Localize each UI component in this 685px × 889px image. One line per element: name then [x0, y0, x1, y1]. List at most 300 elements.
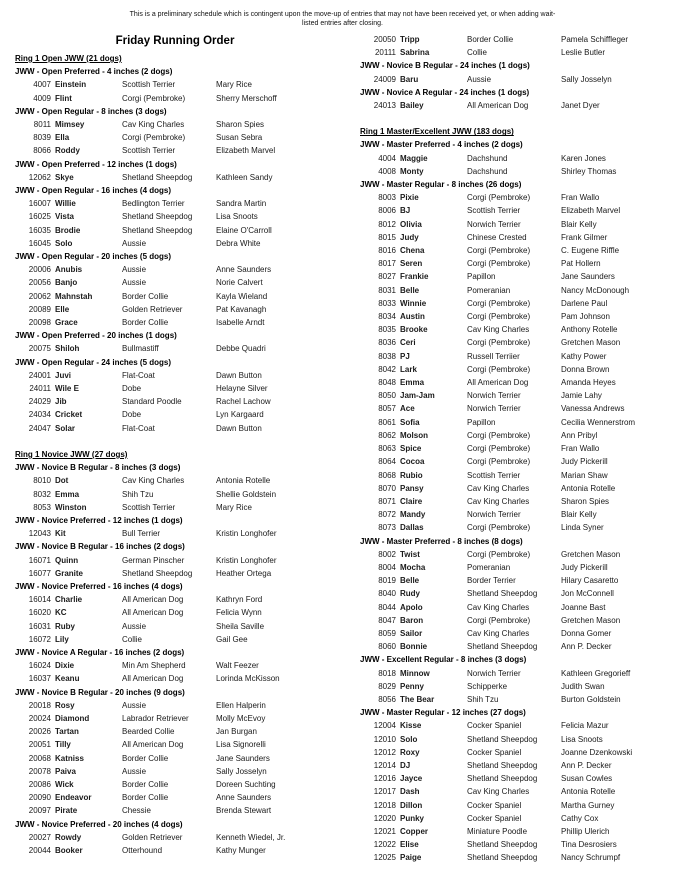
dog-name: Pansy — [400, 483, 424, 493]
dog-name: Ruby — [55, 621, 75, 631]
breed-name: Shetland Sheepdog — [467, 840, 538, 850]
dog-name: Winston — [55, 502, 87, 512]
entry-number: 8015 — [378, 232, 396, 242]
handler-name: Karen Jones — [561, 153, 606, 163]
class-heading: JWW - Novice B Regular - 24 inches (1 dogs) — [360, 61, 530, 71]
dog-name: Elise — [400, 840, 419, 850]
handler-name: Lorinda McKisson — [216, 674, 280, 684]
breed-name: Shetland Sheepdog — [467, 734, 538, 744]
breed-name: Cav King Charles — [467, 325, 530, 335]
dog-name: Lily — [55, 634, 69, 644]
entry-row — [15, 395, 348, 408]
dog-name: Penny — [400, 681, 425, 691]
entry-row — [360, 389, 685, 402]
entry-number: 8039 — [33, 133, 51, 143]
entry-row — [360, 482, 685, 495]
handler-name: Kristin Longhofer — [216, 555, 277, 565]
breed-name: Border Collie — [467, 35, 514, 44]
entry-number: 16037 — [28, 674, 51, 684]
breed-name: Collie — [122, 634, 143, 644]
dog-name: Seren — [400, 259, 423, 269]
entry-row — [360, 601, 685, 614]
entry-number: 12012 — [373, 747, 396, 757]
handler-name: Frank Gilmer — [561, 232, 608, 242]
breed-name: Shetland Sheepdog — [122, 568, 193, 578]
entry-number: 8035 — [378, 325, 396, 335]
left-column — [15, 33, 348, 865]
dog-name: Dash — [400, 787, 420, 797]
handler-name: Anthony Rotelle — [561, 325, 618, 335]
breed-name: Cav King Charles — [467, 483, 530, 493]
entry-row — [360, 759, 685, 772]
entry-row — [360, 257, 685, 270]
entry-row — [360, 469, 685, 482]
entry-row — [360, 521, 685, 534]
dog-name: Dallas — [400, 523, 424, 533]
entry-number: 24029 — [28, 397, 51, 407]
entry-number: 8004 — [378, 562, 396, 572]
breed-name: Russell Terriier — [467, 351, 520, 361]
handler-name: Gretchen Mason — [561, 549, 621, 559]
breed-name: All American Dog — [122, 608, 184, 618]
entry-row — [15, 725, 348, 738]
entry-number: 8018 — [378, 668, 396, 678]
dog-name: Molson — [400, 430, 428, 440]
dog-name: Ace — [400, 404, 415, 414]
dog-name: Brooke — [400, 325, 428, 335]
breed-name: Aussie — [467, 74, 492, 84]
dog-name: Rosy — [55, 700, 75, 710]
entry-number: 12022 — [373, 840, 396, 850]
entry-row — [15, 197, 348, 210]
handler-name: Elizabeth Marvel — [561, 206, 621, 216]
handler-name: Jamie Lahy — [561, 391, 602, 401]
breed-name: Cav King Charles — [467, 628, 530, 638]
class-heading: JWW - Open Regular - 24 inches (5 dogs) — [15, 357, 172, 367]
handler-name: Kathryn Ford — [216, 595, 263, 605]
handler-name: Sheila Saville — [216, 621, 265, 631]
handler-name: C. Eugene Riffle — [561, 246, 620, 256]
dog-name: Olivia — [400, 219, 422, 229]
class-heading: JWW - Novice A Regular - 16 inches (2 dogs) — [15, 647, 185, 657]
entry-row — [360, 627, 685, 640]
dog-name: Dixie — [55, 661, 75, 671]
handler-name: Mary Rice — [216, 502, 253, 512]
handler-name: Isabelle Arndt — [216, 318, 265, 328]
dog-name: Katniss — [55, 753, 84, 763]
dog-name: Twist — [400, 549, 420, 559]
entry-row — [360, 614, 685, 627]
breed-name: Labrador Retriever — [122, 713, 189, 723]
entry-number: 20051 — [28, 740, 51, 750]
class-heading: JWW - Novice B Regular - 16 inches (2 dogs) — [15, 542, 185, 552]
breed-name: Cav King Charles — [467, 787, 530, 797]
entry-row — [15, 488, 348, 501]
dog-name: Elle — [55, 304, 70, 314]
dog-name: Apolo — [400, 602, 423, 612]
entry-row — [360, 416, 685, 429]
dog-name: Baru — [400, 74, 419, 84]
entry-row — [15, 738, 348, 751]
page-title: Friday Running Order — [115, 35, 235, 47]
breed-name: Flat-Coat — [122, 370, 155, 380]
entry-row — [15, 804, 348, 817]
handler-name: Elizabeth Marvel — [216, 146, 276, 156]
breed-name: Chinese Crested — [467, 232, 527, 242]
entry-number: 20097 — [28, 806, 51, 816]
dog-name: Juvi — [55, 370, 72, 380]
dog-name: Banjo — [55, 278, 78, 288]
handler-name: Sally Josselyn — [216, 766, 267, 776]
entry-number: 4008 — [378, 166, 396, 176]
handler-name: Cathy Cox — [561, 813, 599, 823]
entry-number: 8072 — [378, 510, 396, 520]
dog-name: Ella — [55, 133, 70, 143]
handler-name: Kathy Power — [561, 351, 607, 361]
handler-name: Anne Saunders — [216, 793, 272, 803]
breed-name: Border Collie — [122, 753, 169, 763]
entry-row — [360, 719, 685, 732]
entry-number: 16045 — [28, 238, 51, 248]
entry-row — [360, 73, 685, 86]
breed-name: Border Collie — [122, 318, 169, 328]
entry-number: 24034 — [28, 410, 51, 420]
breed-name: Otterhound — [122, 845, 163, 855]
entry-number: 8010 — [33, 476, 51, 486]
dog-name: Solo — [400, 734, 418, 744]
entry-number: 8053 — [33, 502, 51, 512]
entry-number: 8066 — [33, 146, 51, 156]
entry-number: 8011 — [33, 120, 51, 130]
entry-number: 8016 — [378, 246, 396, 256]
entry-number: 20050 — [373, 35, 396, 44]
dog-name: Dot — [55, 476, 69, 486]
entry-row — [360, 680, 685, 693]
handler-name: Susan Sebra — [216, 133, 263, 143]
entry-number: 4004 — [378, 153, 396, 163]
entry-number: 8031 — [378, 285, 396, 295]
handler-name: Joanne Dzenkowski — [561, 747, 633, 757]
entry-number: 24047 — [28, 423, 51, 433]
breed-name: Corgi (Pembroke) — [467, 312, 531, 322]
dog-name: Rowdy — [55, 832, 82, 842]
class-heading: JWW - Excellent Regular - 8 inches (3 dogs) — [360, 655, 527, 665]
entry-number: 12062 — [28, 172, 51, 182]
handler-name: Vanessa Andrews — [561, 404, 625, 414]
breed-name: Border Collie — [122, 779, 169, 789]
entry-row — [360, 812, 685, 825]
class-heading: JWW - Master Preferred - 8 inches (8 dogs) — [360, 536, 523, 546]
dog-name: Copper — [400, 826, 428, 836]
handler-name: Ann P. Decker — [561, 760, 612, 770]
entry-number: 8047 — [378, 615, 396, 625]
dog-name: Rudy — [400, 589, 420, 599]
entry-number: 12004 — [373, 721, 396, 731]
entry-row — [360, 851, 685, 864]
breed-name: Shetland Sheepdog — [467, 774, 538, 784]
breed-name: Corgi (Pembroke) — [122, 93, 186, 103]
dog-name: Pixie — [400, 193, 419, 203]
handler-name: Gretchen Mason — [561, 615, 621, 625]
right-column — [348, 33, 685, 865]
handler-name: Mary Rice — [216, 80, 253, 90]
handler-name: Dawn Button — [216, 423, 262, 433]
entry-number: 16025 — [28, 212, 51, 222]
handler-name: Amanda Heyes — [561, 378, 616, 388]
handler-name: Brenda Stewart — [216, 806, 272, 816]
entry-number: 8017 — [378, 259, 396, 269]
entry-number: 16035 — [28, 225, 51, 235]
dog-name: The Bear — [400, 694, 435, 704]
dog-name: Anubis — [55, 265, 83, 275]
entry-row — [360, 574, 685, 587]
dog-name: Mocha — [400, 562, 426, 572]
entry-number: 12025 — [373, 853, 396, 863]
entry-number: 20044 — [28, 845, 51, 855]
entry-row — [15, 844, 348, 857]
dog-name: Jam-Jam — [400, 391, 435, 401]
entry-row — [15, 633, 348, 646]
dog-name: Kisse — [400, 721, 422, 731]
entry-number: 20068 — [28, 753, 51, 763]
entry-row — [360, 508, 685, 521]
handler-name: Ann Pribyl — [561, 430, 598, 440]
entry-row — [15, 712, 348, 725]
breed-name: Cav King Charles — [467, 602, 530, 612]
entry-row — [15, 778, 348, 791]
entry-row — [15, 92, 348, 105]
dog-name: Paiva — [55, 766, 76, 776]
handler-name: Jane Saunders — [216, 753, 270, 763]
handler-name: Dawn Button — [216, 370, 262, 380]
handler-name: Norie Calvert — [216, 278, 263, 288]
handler-name: Phillip Ulerich — [561, 826, 610, 836]
entry-number: 16031 — [28, 621, 51, 631]
entry-row — [360, 46, 685, 59]
handler-name: Darlene Paul — [561, 298, 608, 308]
entry-row — [15, 620, 348, 633]
dog-name: Pirate — [55, 806, 78, 816]
class-heading: JWW - Novice Preferred - 12 inches (1 dogs) — [15, 515, 183, 525]
disclaimer-line-1: This is a preliminary schedule which is contingent upon the move-up of entries that may not have been received yet, or when adding wait- — [129, 11, 556, 18]
entry-row — [360, 297, 685, 310]
dog-name: Rubio — [400, 470, 423, 480]
dog-name: Solo — [55, 238, 73, 248]
entry-row — [360, 284, 685, 297]
entry-row — [15, 501, 348, 514]
entry-row — [360, 363, 685, 376]
entry-number: 8062 — [378, 430, 396, 440]
entry-row — [360, 165, 685, 178]
dog-name: Sailor — [400, 628, 423, 638]
handler-name: Nancy McDonough — [561, 285, 630, 295]
entry-number: 16072 — [28, 634, 51, 644]
handler-name: Jane Saunders — [561, 272, 615, 282]
breed-name: Norwich Terrier — [467, 219, 521, 229]
handler-name: Sharon Spies — [216, 120, 265, 130]
handler-name: Kathleen Sandy — [216, 172, 273, 182]
handler-name: Hilary Casaretto — [561, 576, 619, 586]
entry-row — [360, 746, 685, 759]
breed-name: Corgi (Pembroke) — [467, 246, 531, 256]
breed-name: Dobe — [122, 384, 142, 394]
handler-name: Linda Syner — [561, 523, 604, 533]
entry-row — [15, 765, 348, 778]
entry-number: 20098 — [28, 318, 51, 328]
entry-row — [360, 336, 685, 349]
dog-name: Maggie — [400, 153, 428, 163]
handler-name: Cecilia Wennerstrom — [561, 417, 636, 427]
handler-name: Antonia Rotelle — [561, 483, 616, 493]
entry-number: 20026 — [28, 727, 51, 737]
class-heading: JWW - Novice B Regular - 20 inches (9 dogs) — [15, 687, 185, 697]
entry-number: 24013 — [373, 101, 396, 111]
handler-name: Tina Desrosiers — [561, 840, 617, 850]
handler-name: Sandra Martin — [216, 199, 267, 209]
breed-name: Cav King Charles — [122, 476, 185, 486]
class-heading: JWW - Open Preferred - 4 inches (2 dogs) — [15, 67, 173, 77]
entry-row — [15, 554, 348, 567]
breed-name: Corgi (Pembroke) — [467, 259, 531, 269]
breed-name: Norwich Terrier — [467, 510, 521, 520]
entry-row — [360, 667, 685, 680]
handler-name: Lisa Signorelli — [216, 740, 266, 750]
entry-number: 12010 — [373, 734, 396, 744]
breed-name: Dobe — [122, 410, 142, 420]
breed-name: Shetland Sheepdog — [467, 853, 538, 863]
entry-number: 16014 — [28, 595, 51, 605]
entry-row — [15, 210, 348, 223]
entry-number: 16020 — [28, 608, 51, 618]
entry-number: 20006 — [28, 265, 51, 275]
breed-name: Aussie — [122, 766, 147, 776]
dog-name: Mimsey — [55, 120, 85, 130]
handler-name: Fran Wallo — [561, 444, 600, 454]
handler-name: Gretchen Mason — [561, 338, 621, 348]
breed-name: Scottish Terrier — [122, 502, 176, 512]
dog-name: Willie — [55, 199, 76, 209]
class-heading: JWW - Open Preferred - 20 inches (1 dogs) — [15, 331, 177, 341]
entry-number: 8002 — [378, 549, 396, 559]
breed-name: Cocker Spaniel — [467, 800, 522, 810]
breed-name: Shetland Sheepdog — [122, 212, 193, 222]
breed-name: Min Am Shepherd — [122, 661, 186, 671]
dog-name: Chena — [400, 246, 425, 256]
entry-number: 16071 — [28, 555, 51, 565]
dog-name: Granite — [55, 568, 84, 578]
entry-row — [15, 606, 348, 619]
handler-name: Debbe Quadri — [216, 344, 266, 354]
handler-name: Fran Wallo — [561, 193, 600, 203]
dog-name: Monty — [400, 166, 424, 176]
breed-name: Cocker Spaniel — [467, 747, 522, 757]
dog-name: Frankie — [400, 272, 429, 282]
entry-row — [15, 224, 348, 237]
entry-number: 8032 — [33, 489, 51, 499]
breed-name: Aussie — [122, 265, 147, 275]
dog-name: Brodie — [55, 225, 81, 235]
entry-row — [15, 382, 348, 395]
entry-number: 8064 — [378, 457, 396, 467]
disclaimer-line-2: listed entries after closing. — [302, 20, 383, 27]
breed-name: Norwich Terrier — [467, 668, 521, 678]
entry-row — [360, 99, 685, 112]
handler-name: Lisa Snoots — [561, 734, 603, 744]
entry-row — [360, 640, 685, 653]
entry-row — [360, 799, 685, 812]
entry-number: 8071 — [378, 496, 396, 506]
handler-name: Felicia Wynn — [216, 608, 262, 618]
breed-name: Corgi (Pembroke) — [467, 549, 531, 559]
entry-number: 4009 — [33, 93, 51, 103]
handler-name: Nancy Schrumpf — [561, 853, 621, 863]
class-heading: JWW - Master Regular - 12 inches (27 dogs) — [360, 708, 526, 718]
dog-name: Sabrina — [400, 48, 430, 58]
entry-number: 8063 — [378, 444, 396, 454]
entry-row — [15, 78, 348, 91]
handler-name: Burton Goldstein — [561, 694, 621, 704]
entry-number: 8056 — [378, 694, 396, 704]
entry-row — [15, 144, 348, 157]
entry-row — [360, 693, 685, 706]
entry-row — [360, 733, 685, 746]
breed-name: All American Dog — [467, 101, 529, 111]
handler-name: Ann P. Decker — [561, 642, 612, 652]
breed-name: Dachshund — [467, 166, 508, 176]
entry-number: 8044 — [378, 602, 396, 612]
dog-name: Mandy — [400, 510, 426, 520]
handler-name: Janet Dyer — [561, 101, 600, 111]
breed-name: Corgi (Pembroke) — [467, 457, 531, 467]
entry-row — [360, 785, 685, 798]
entry-number: 20027 — [28, 832, 51, 842]
dog-name: Wick — [55, 779, 74, 789]
breed-name: Corgi (Pembroke) — [467, 444, 531, 454]
handler-name: Judith Swan — [561, 681, 605, 691]
breed-name: Pomeranian — [467, 285, 511, 295]
handler-name: Kayla Wieland — [216, 291, 268, 301]
handler-name: Martha Gurney — [561, 800, 615, 810]
entry-number: 8034 — [378, 312, 396, 322]
entry-number: 20111 — [374, 48, 396, 58]
breed-name: All American Dog — [122, 674, 184, 684]
entry-row — [15, 567, 348, 580]
entry-number: 16007 — [28, 199, 51, 209]
handler-name: Rachel Lachow — [216, 397, 271, 407]
entry-row — [15, 171, 348, 184]
handler-name: Pam Johnson — [561, 312, 610, 322]
class-heading: JWW - Novice A Regular - 24 inches (1 dogs) — [360, 87, 530, 97]
class-heading: JWW - Novice Preferred - 16 inches (4 dogs) — [15, 581, 183, 591]
dog-name: Winnie — [400, 298, 427, 308]
ring-heading: Ring 1 Master/Excellent JWW (183 dogs) — [360, 127, 514, 137]
entry-number: 8059 — [378, 628, 396, 638]
entry-number: 12017 — [373, 787, 396, 797]
entry-number: 4007 — [33, 80, 51, 90]
dog-name: Lark — [400, 364, 417, 374]
breed-name: Golden Retriever — [122, 832, 183, 842]
handler-name: Jan Burgan — [216, 727, 257, 737]
entry-row — [15, 791, 348, 804]
breed-name: Schipperke — [467, 681, 508, 691]
breed-name: Shih Tzu — [467, 694, 499, 704]
dog-name: Jayce — [400, 774, 423, 784]
entry-row — [360, 455, 685, 468]
handler-name: Blair Kelly — [561, 219, 597, 229]
breed-name: Papillon — [467, 272, 496, 282]
dog-name: PJ — [400, 351, 410, 361]
class-heading: JWW - Open Regular - 8 inches (3 dogs) — [15, 106, 167, 116]
